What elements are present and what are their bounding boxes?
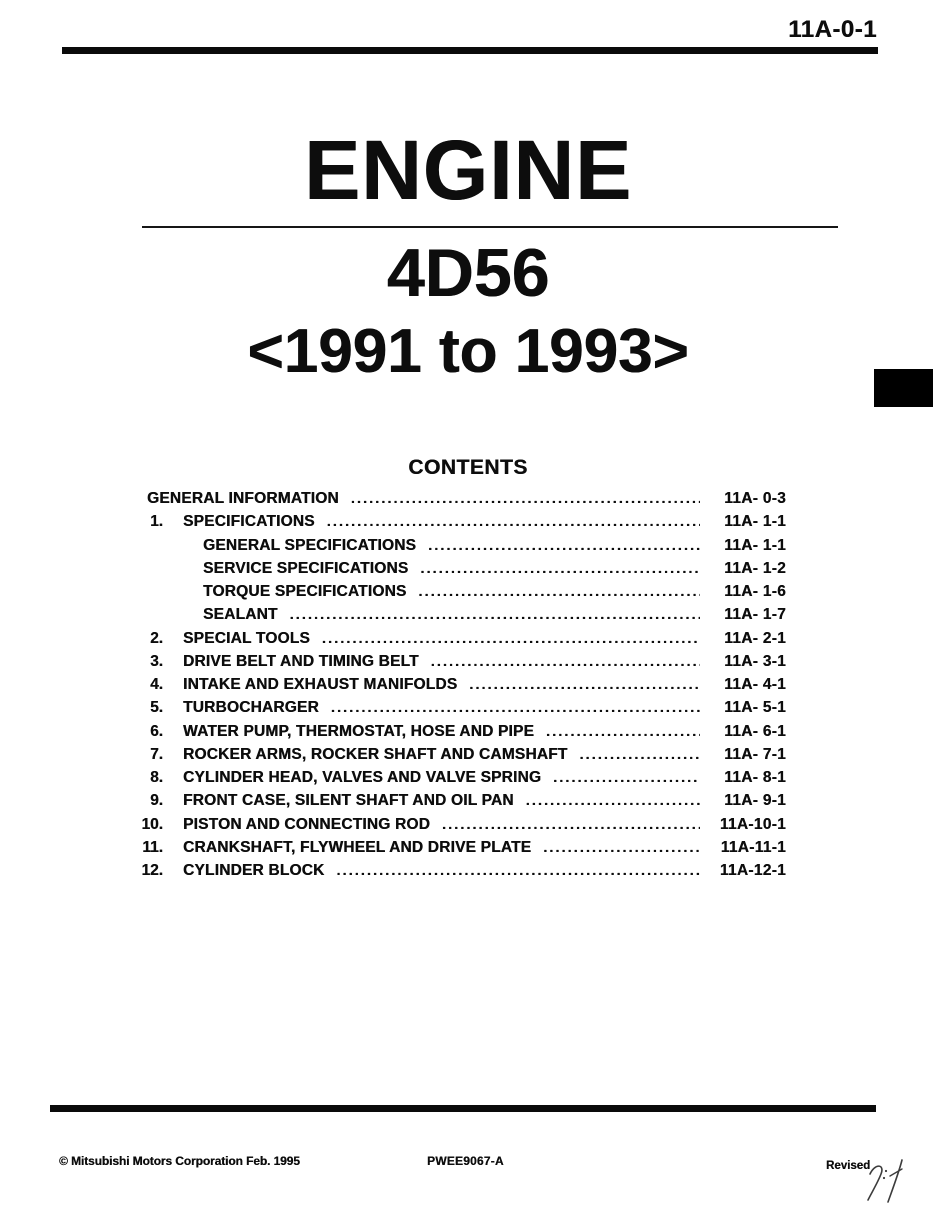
toc-row bbox=[141, 789, 786, 812]
toc-item-label: WATER PUMP, THERMOSTAT, HOSE AND PIPE bbox=[183, 722, 535, 740]
toc-leader-dots bbox=[418, 580, 700, 603]
bottom-rule bbox=[50, 1105, 876, 1112]
toc-item-number: 9. bbox=[150, 792, 163, 810]
toc-item-page: 11A- 4-1 bbox=[724, 676, 786, 693]
toc-row bbox=[141, 766, 786, 789]
toc-item-label: FRONT CASE, SILENT SHAFT AND OIL PAN bbox=[183, 792, 514, 810]
toc-item-page: 11A- 1-7 bbox=[724, 606, 786, 624]
toc-item-number: 4. bbox=[150, 676, 163, 693]
toc-row bbox=[141, 603, 786, 626]
toc-item-number: 1. bbox=[150, 513, 163, 531]
model-years: <1991 to 1993> bbox=[247, 317, 689, 386]
toc-item-number: 11. bbox=[142, 838, 163, 856]
toc-item-page: 11A- 7-1 bbox=[724, 745, 786, 763]
toc-leader-dots bbox=[469, 673, 700, 696]
toc-row bbox=[141, 557, 786, 580]
toc-row bbox=[141, 836, 786, 859]
toc-item-page: 11A- 6-1 bbox=[724, 722, 786, 740]
section-thumb-tab bbox=[874, 369, 933, 407]
toc-item-label: INTAKE AND EXHAUST MANIFOLDS bbox=[183, 676, 458, 693]
toc-item-label: SPECIFICATIONS bbox=[183, 513, 315, 531]
toc-item-label: PISTON AND CONNECTING ROD bbox=[183, 815, 430, 833]
toc-item-page: 11A- 3-1 bbox=[724, 652, 786, 670]
document-number: PWEE9067-A bbox=[427, 1154, 504, 1168]
toc-row bbox=[141, 580, 786, 603]
toc-item-label: ROCKER ARMS, ROCKER SHAFT AND CAMSHAFT bbox=[183, 745, 568, 763]
toc-row bbox=[141, 743, 786, 766]
toc-leader-dots bbox=[431, 650, 700, 673]
toc-item-page: 11A- 1-1 bbox=[724, 513, 786, 531]
toc-leader-dots bbox=[322, 627, 700, 650]
toc-leader-dots bbox=[290, 603, 700, 626]
page-title: ENGINE bbox=[303, 123, 633, 217]
toc-leader-dots bbox=[420, 557, 700, 580]
toc-item-label: CYLINDER HEAD, VALVES AND VALVE SPRING bbox=[183, 769, 542, 786]
revised-label: Revised bbox=[826, 1160, 871, 1172]
toc-leader-dots bbox=[336, 859, 700, 882]
toc-row bbox=[141, 859, 786, 882]
toc-item-label: GENERAL SPECIFICATIONS bbox=[203, 536, 417, 554]
toc-item-page: 11A- 1-6 bbox=[724, 583, 786, 600]
toc-item-page: 11A- 8-1 bbox=[724, 769, 786, 786]
toc-leader-dots bbox=[428, 534, 700, 557]
toc-item-page: 11A-10-1 bbox=[719, 815, 786, 833]
handwritten-mark bbox=[856, 1156, 926, 1206]
toc-item-number: 2. bbox=[150, 629, 163, 647]
toc-item-number: 12. bbox=[141, 862, 163, 879]
copyright-notice: © Mitsubishi Motors Corporation Feb. 1995 bbox=[59, 1154, 300, 1168]
engine-model: 4D56 bbox=[386, 235, 550, 311]
table-of-contents bbox=[141, 487, 786, 882]
title-divider bbox=[142, 226, 838, 228]
toc-item-number: 5. bbox=[150, 699, 163, 717]
toc-row bbox=[141, 650, 786, 673]
toc-leader-dots bbox=[579, 743, 700, 766]
toc-leader-dots bbox=[526, 789, 700, 812]
toc-item-label: CYLINDER BLOCK bbox=[183, 862, 325, 879]
top-rule bbox=[62, 47, 878, 54]
toc-item-number: 3. bbox=[150, 652, 163, 670]
toc-item-page: 11A- 5-1 bbox=[724, 699, 786, 717]
toc-row bbox=[141, 720, 786, 743]
toc-item-page: 11A- 2-1 bbox=[724, 629, 786, 647]
toc-item-page: 11A-11-1 bbox=[720, 838, 786, 856]
toc-item-number: 10. bbox=[141, 815, 163, 833]
toc-item-number: 7. bbox=[150, 745, 163, 763]
toc-item-number: 6. bbox=[150, 722, 163, 740]
toc-item-page: 11A- 9-1 bbox=[724, 792, 786, 810]
toc-row bbox=[141, 673, 786, 696]
toc-item-page: 11A-12-1 bbox=[719, 862, 786, 879]
toc-row bbox=[141, 813, 786, 836]
toc-item-number: 8. bbox=[150, 769, 163, 786]
contents-heading: CONTENTS bbox=[408, 456, 528, 479]
toc-leader-dots bbox=[553, 766, 700, 789]
toc-item-page: 11A- 1-1 bbox=[724, 536, 786, 554]
toc-leader-dots bbox=[543, 836, 700, 859]
toc-item-label: TURBOCHARGER bbox=[183, 699, 319, 717]
toc-row bbox=[141, 534, 786, 557]
toc-item-label: TORQUE SPECIFICATIONS bbox=[203, 583, 407, 600]
toc-leader-dots bbox=[327, 510, 700, 533]
toc-item-label: GENERAL INFORMATION bbox=[147, 490, 339, 507]
toc-row bbox=[141, 696, 786, 719]
toc-row bbox=[141, 510, 786, 533]
toc-item-label: DRIVE BELT AND TIMING BELT bbox=[183, 652, 419, 670]
toc-row bbox=[141, 627, 786, 650]
toc-item-label: SPECIAL TOOLS bbox=[183, 629, 310, 647]
toc-item-label: CRANKSHAFT, FLYWHEEL AND DRIVE PLATE bbox=[183, 838, 532, 856]
toc-item-label: SEALANT bbox=[203, 606, 278, 624]
toc-leader-dots bbox=[546, 720, 700, 743]
toc-leader-dots bbox=[442, 813, 700, 836]
toc-row bbox=[141, 487, 786, 510]
toc-item-label: SERVICE SPECIFICATIONS bbox=[203, 559, 409, 577]
toc-item-page: 11A- 1-2 bbox=[724, 559, 786, 577]
toc-leader-dots bbox=[351, 487, 700, 510]
toc-item-page: 11A- 0-3 bbox=[724, 490, 786, 507]
page-code: 11A-0-1 bbox=[788, 16, 877, 43]
toc-leader-dots bbox=[331, 696, 700, 719]
